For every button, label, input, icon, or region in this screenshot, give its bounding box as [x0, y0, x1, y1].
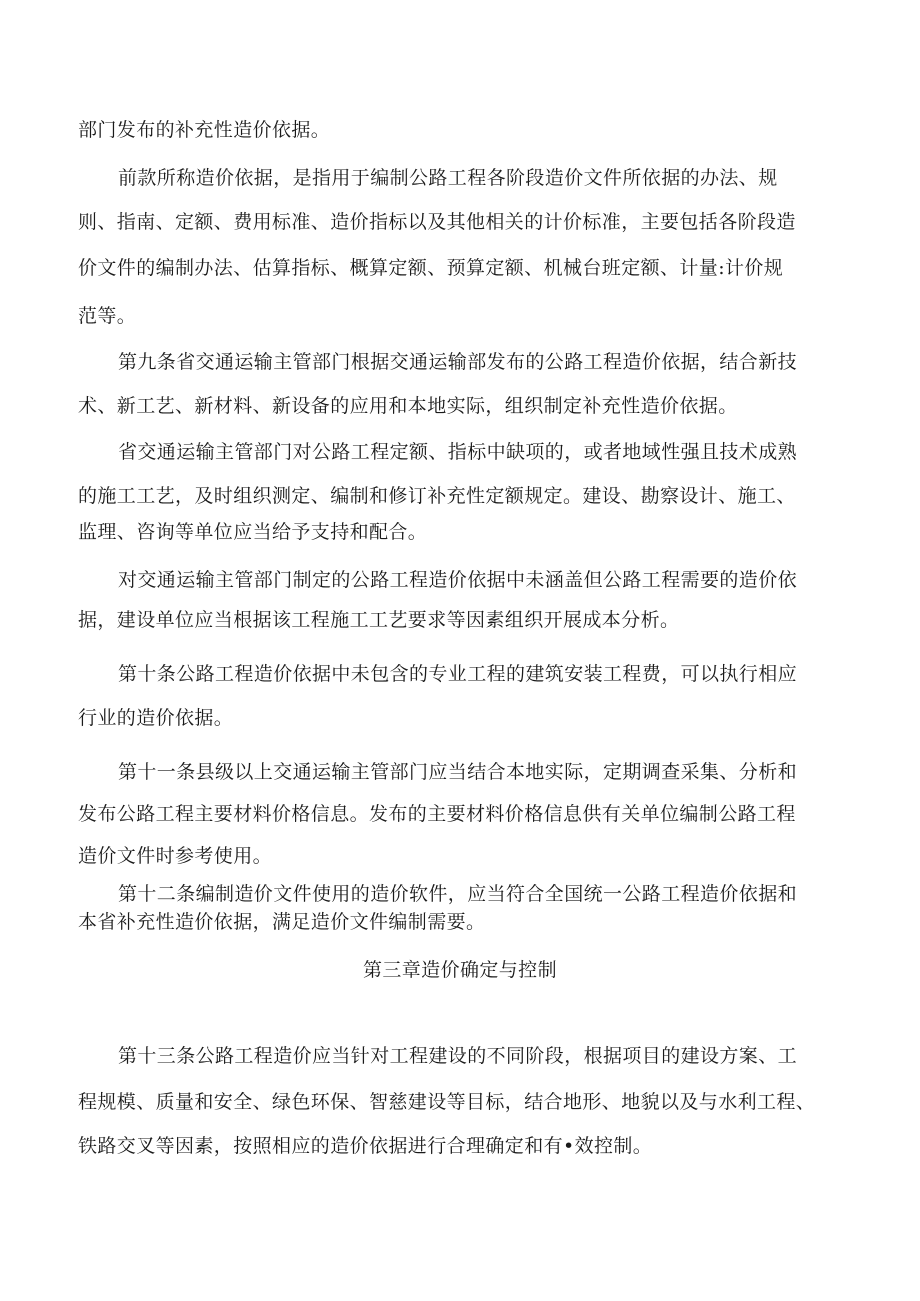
text-line: 部门发布的补充性造价依据。 — [78, 119, 331, 141]
text-line: 行业的造价依据。 — [78, 707, 234, 729]
paragraph-first-line: 第九条省交通运输主管部门根据交通运输部发布的公路工程造价依据，结合新技 — [118, 351, 798, 373]
text-line: 据，建设单位应当根据该工程施工工艺要求等因素组织开展成本分析。 — [78, 609, 680, 631]
paragraph-first-line: 前款所称造价依据，是指用于编制公路工程各阶段造价文件所依据的办法、规 — [118, 167, 778, 189]
text-line: 发布公路工程主要材料价格信息。发布的主要材料价格信息供有关单位编制公路工程 — [78, 803, 796, 825]
text-line: 本省补充性造价依据，满足造价文件编制需要。 — [78, 911, 486, 933]
text-line: 造价文件时参考使用。 — [78, 845, 273, 867]
paragraph-first-line: 第十条公路工程造价依据中未包含的专业工程的建筑安装工程费，可以执行相应 — [118, 663, 798, 685]
text-line: 监理、咨询等单位应当给予支持和配合。 — [78, 521, 428, 543]
paragraph-first-line: 第十三条公路工程造价应当针对工程建设的不同阶段，根据项目的建设方案、工 — [118, 1045, 798, 1067]
text-line: 则、指南、定额、费用标准、造价指标以及其他相关的计价标准，主要包括各阶段造 — [78, 211, 796, 233]
paragraph-first-line: 省交通运输主管部门对公路工程定额、指标中缺项的，或者地域性强且技术成熟 — [118, 441, 798, 463]
text-line: 铁路交叉等因素，按照相应的造价依据进行合理确定和有•效控制。 — [78, 1135, 653, 1157]
text-line: 范等。 — [78, 305, 137, 327]
text-line: 价文件的编制办法、估算指标、概算定额、预算定额、机械台班定额、计量:计价规 — [78, 257, 784, 279]
text-line: 的施工工艺，及时组织测定、编制和修订补充性定额规定。建设、勘察设计、施工、 — [78, 485, 796, 507]
chapter-heading: 第三章造价确定与控制 — [362, 959, 557, 981]
paragraph-first-line: 对交通运输主管部门制定的公路工程造价依据中未涵盖但公路工程需要的造价依 — [118, 569, 798, 591]
text-line: 术、新工艺、新材料、新设备的应用和本地实际，组织制定补充性造价依据。 — [78, 395, 738, 417]
paragraph-first-line: 第十一条县级以上交通运输主管部门应当结合本地实际，定期调查采集、分析和 — [118, 761, 798, 783]
text-line: 程规模、质量和安全、绿色环保、智慈建设等目标，结合地形、地貌以及与水利工程、 — [78, 1091, 816, 1113]
paragraph-first-line: 第十二条编制造价文件使用的造价软件，应当符合全国统一公路工程造价依据和 — [118, 883, 798, 905]
